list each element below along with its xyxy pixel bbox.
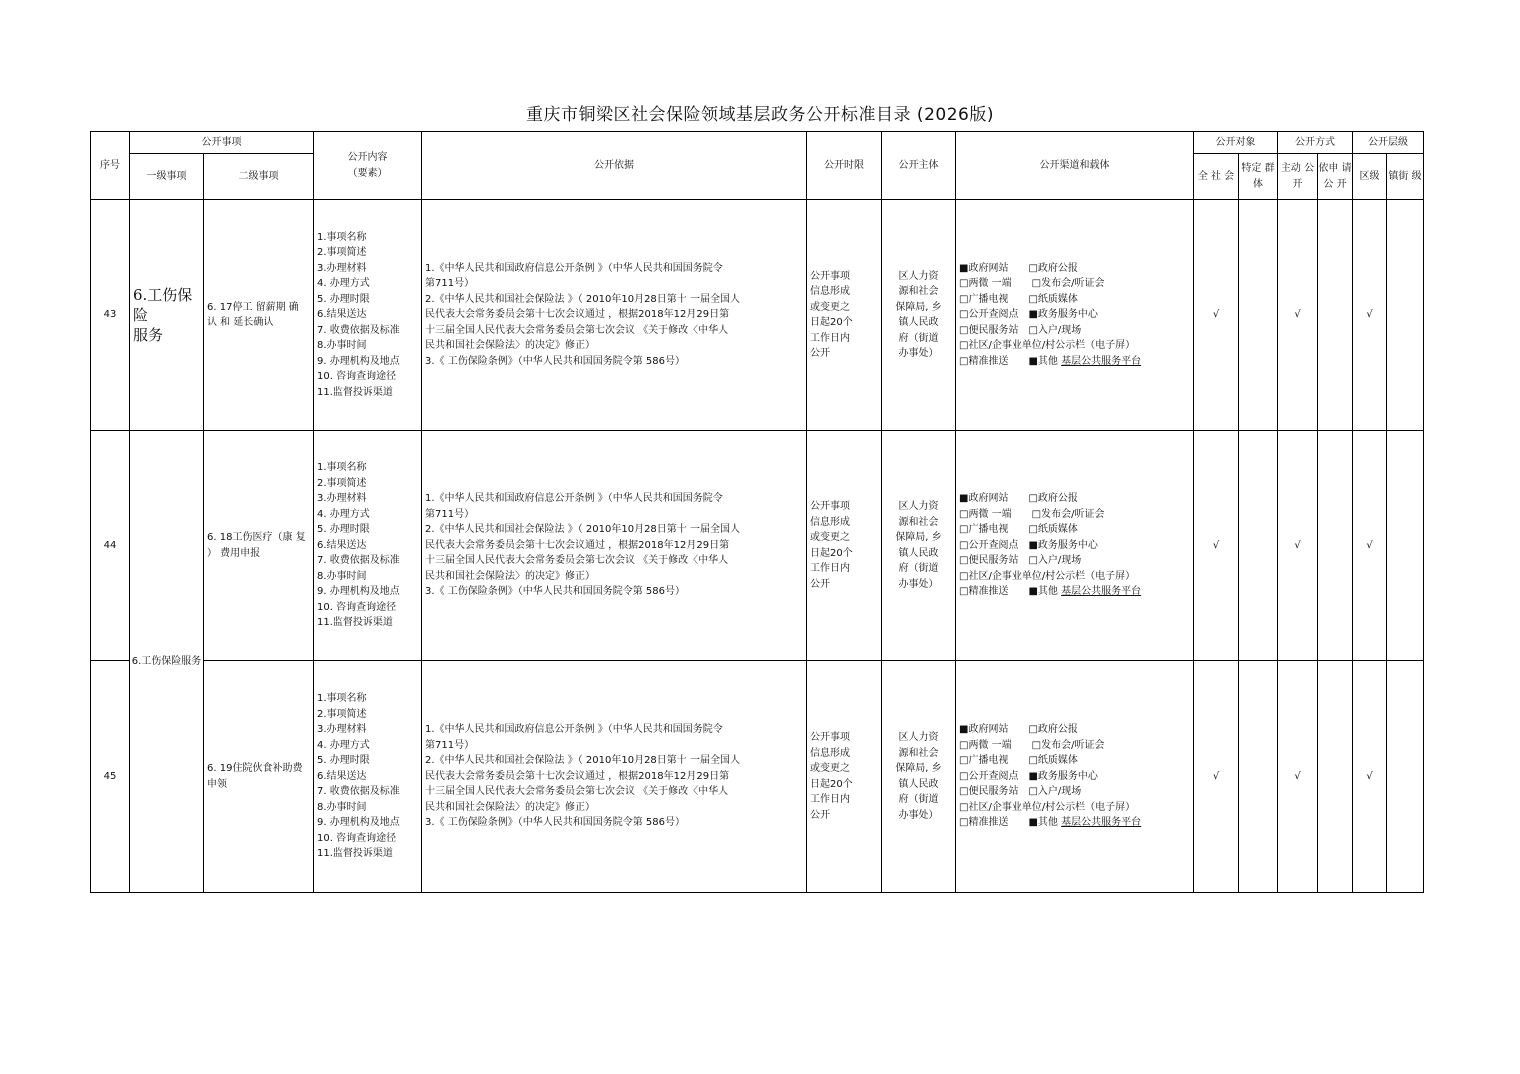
cell-line: 工作日内 (810, 332, 850, 344)
header-seq: 序号 (91, 132, 130, 200)
cell-line: 或变更之 (810, 301, 850, 313)
cell-line: 3.《 工伤保险条例》（中华人民共和国国务院令第 586号） (425, 817, 685, 829)
row-content (314, 431, 422, 661)
cell-line: 公开事项 (810, 732, 850, 743)
cell-line: 日起20个 (810, 778, 853, 790)
cell-line: 源和社会 (898, 747, 939, 759)
row-seq: 43 (91, 200, 130, 431)
cell-line: □公开查阅点 ■政务服务中心 (959, 770, 1098, 782)
cell-line: □两微 一端 □发布会/听证会 (959, 739, 1105, 751)
row-subject (882, 200, 956, 431)
cell-line: 镇人民政 (898, 547, 939, 559)
cell-line: 1.事项名称 (317, 231, 367, 243)
cell-line: 2.事项简述 (317, 477, 367, 489)
check-method-active: √ (1278, 661, 1318, 893)
check-method-active: √ (1278, 200, 1318, 431)
cell-line: □社区/企事业单位/村公示栏（电子屏） (959, 340, 1136, 352)
row-level1-line: 6.工伤保 (133, 286, 193, 304)
cell-line: 公开 (810, 578, 830, 590)
cell-line: 日起20个 (810, 317, 853, 328)
cell-line: 9. 办理机构及地点 (317, 586, 400, 598)
cell-line: □便民服务站 □入户/现场 (959, 324, 1082, 336)
cell-line: 区人力资 (898, 270, 939, 282)
cell-line: 十三届全国人民代表大会常务委员会第七次会议 《关于修改〈中华人 (425, 555, 729, 567)
cell-line: 10. 咨询查询途径 (317, 832, 397, 844)
check-target-all: √ (1194, 661, 1239, 893)
cell-line: 府（街道 (898, 332, 939, 344)
cell-line: 7. 收费依据及标准 (317, 786, 400, 798)
cell-line: 保障局, 乡 (895, 532, 942, 543)
cell-line: 4. 办理方式 (317, 739, 370, 751)
header-content-line1: 公开内容 (347, 152, 388, 163)
row-level2: 6. 17停工 留薪期 确 认 和 延长确认 (204, 200, 314, 431)
cell-line: 信息形成 (810, 747, 850, 759)
cell-line: ■政府网站 □政府公报 (959, 262, 1078, 274)
platform-link-text: 基层公共服务平台 (1061, 586, 1142, 598)
cell-line: 公开事项 (810, 501, 850, 512)
cell-line: 8.办事时间 (317, 801, 367, 813)
cell-line: 1.事项名称 (317, 462, 367, 474)
header-method-active: 主动 公开 (1278, 154, 1318, 200)
cell-line: 5. 办理时限 (317, 755, 370, 767)
check-level-town (1387, 200, 1424, 431)
check-level-district: √ (1353, 431, 1387, 661)
check-method-apply (1318, 661, 1353, 893)
header-level2: 二级事项 (204, 154, 314, 200)
row-channels (956, 661, 1194, 893)
header-level: 公开层级 (1353, 132, 1424, 154)
cell-line: 4. 办理方式 (317, 508, 370, 520)
row-level2: 6. 19住院伙食补助费申领 (204, 661, 314, 893)
cell-line: 源和社会 (898, 286, 939, 297)
check-level-town (1387, 431, 1424, 661)
cell-line: 民代表大会常务委员会第十七次会议通过 ，根据2018年12月29日第 (425, 539, 730, 551)
cell-line: 办事处） (898, 809, 939, 821)
cell-line: 工作日内 (810, 563, 850, 574)
table-row (91, 200, 1424, 431)
cell-line: □广播电视 □纸质媒体 (959, 293, 1078, 305)
cell-line: 办事处） (898, 348, 939, 359)
cell-line: 第711号） (425, 508, 475, 520)
row-basis (422, 431, 807, 661)
row-content (314, 200, 422, 431)
header-target-all: 全 社 会 (1194, 154, 1239, 200)
cell-line: 公开 (810, 809, 830, 821)
cell-line: 7. 收费依据及标准 (317, 324, 400, 336)
check-target-specific (1239, 200, 1278, 431)
header-method-apply: 依申 请公 开 (1318, 154, 1353, 200)
cell-line: □广播电视 □纸质媒体 (959, 524, 1078, 536)
cell-line: 3.办理材料 (317, 262, 367, 274)
check-method-apply (1318, 431, 1353, 661)
cell-line: 第711号） (425, 739, 475, 751)
header-method: 公开方式 (1278, 132, 1353, 154)
header-subject: 公开主体 (882, 132, 956, 200)
row-level1 (130, 200, 204, 431)
cell-line: 9. 办理机构及地点 (317, 817, 400, 829)
cell-line: 或变更之 (810, 763, 850, 774)
header-content-line2: （要素） (347, 167, 388, 179)
cell-line: 9. 办理机构及地点 (317, 355, 400, 367)
table-row (91, 661, 1424, 893)
cell-line: 7. 收费依据及标准 (317, 555, 400, 567)
check-target-all: √ (1194, 200, 1239, 431)
row-level2: 6. 18工伤医疗（康 复 ） 费用申报 (204, 431, 314, 661)
cell-line: 6.结果送达 (317, 770, 367, 782)
row-channels (956, 200, 1194, 431)
row-level1-line: 险 (133, 306, 149, 324)
cell-line: □两微 一端 □发布会/听证会 (959, 508, 1105, 520)
cell-line: □便民服务站 □入户/现场 (959, 786, 1082, 798)
cell-line: □精准推送 ■其他 基层公共服务平台 (959, 586, 1142, 598)
row-seq: 44 (91, 431, 130, 661)
cell-line: □公开查阅点 ■政务服务中心 (959, 309, 1098, 321)
row-level1-merged: 6.工伤保险服务 (130, 431, 204, 893)
cell-line: 2.《中华人民共和国社会保险法 》（ 2010年10月28日第十 一届全国人 (425, 755, 740, 767)
header-target-specific: 特定 群体 (1239, 154, 1278, 200)
cell-line: □精准推送 ■其他 基层公共服务平台 (959, 355, 1142, 367)
row-seq: 45 (91, 661, 130, 893)
cell-line: 办事处） (898, 578, 939, 590)
cell-line: 公开事项 (810, 270, 850, 282)
row-content (314, 661, 422, 893)
cell-line: 1.《中华人民共和国政府信息公开条例 》（中华人民共和国国务院令 (425, 724, 723, 736)
check-method-active: √ (1278, 431, 1318, 661)
cell-line: 十三届全国人民代表大会常务委员会第七次会议 《关于修改〈中华人 (425, 786, 729, 798)
check-method-apply (1318, 200, 1353, 431)
platform-link-text: 基层公共服务平台 (1061, 817, 1142, 829)
cell-line: 民共和国社会保险法〉的决定》修正） (425, 801, 595, 813)
cell-line: □广播电视 □纸质媒体 (959, 755, 1078, 767)
cell-line: □便民服务站 □入户/现场 (959, 555, 1082, 567)
cell-line: 6.结果送达 (317, 539, 367, 551)
cell-line: 民代表大会常务委员会第十七次会议通过 ，根据2018年12月29日第 (425, 309, 730, 321)
row-basis (422, 200, 807, 431)
cell-line: 1.事项名称 (317, 693, 367, 705)
cell-line: 保障局, 乡 (895, 301, 942, 313)
check-level-district: √ (1353, 661, 1387, 893)
row-level1-line: 服务 (133, 326, 164, 344)
cell-line: 11.监督投诉渠道 (317, 617, 393, 629)
check-target-specific (1239, 431, 1278, 661)
catalog-table (90, 131, 1424, 893)
cell-line: 3.《 工伤保险条例》（中华人民共和国国务院令第 586号） (425, 586, 685, 598)
cell-line: 民代表大会常务委员会第十七次会议通过 ，根据2018年12月29日第 (425, 770, 730, 782)
cell-line: 信息形成 (810, 516, 850, 528)
check-target-specific (1239, 661, 1278, 893)
cell-line: 区人力资 (898, 501, 939, 512)
check-target-all: √ (1194, 431, 1239, 661)
row-time-limit (807, 200, 882, 431)
header-time-limit: 公开时限 (807, 132, 882, 200)
cell-line: 保障局, 乡 (895, 763, 942, 774)
cell-line: 1.《中华人民共和国政府信息公开条例 》（中华人民共和国国务院令 (425, 493, 723, 505)
cell-line: 3.办理材料 (317, 724, 367, 736)
cell-line: 民共和国社会保险法〉的决定》修正） (425, 340, 595, 352)
header-channel: 公开渠道和载体 (956, 132, 1194, 200)
cell-line: □精准推送 ■其他 基层公共服务平台 (959, 817, 1142, 829)
cell-line: □社区/企事业单位/村公示栏（电子屏） (959, 570, 1136, 582)
cell-line: 或变更之 (810, 532, 850, 543)
cell-line: 8.办事时间 (317, 570, 367, 582)
cell-line: 11.监督投诉渠道 (317, 848, 393, 860)
cell-line: 5. 办理时限 (317, 293, 370, 305)
header-level-district: 区级 (1353, 154, 1387, 200)
cell-line: 公开 (810, 348, 830, 359)
cell-line: 11.监督投诉渠道 (317, 386, 393, 398)
header-content (314, 132, 422, 200)
cell-line: 3.《 工伤保险条例》（中华人民共和国国务院令第 586号） (425, 355, 685, 367)
row-subject (882, 431, 956, 661)
header-target: 公开对象 (1194, 132, 1278, 154)
cell-line: 日起20个 (810, 547, 853, 559)
check-level-town (1387, 661, 1424, 893)
row-basis (422, 661, 807, 893)
cell-line: ■政府网站 □政府公报 (959, 493, 1078, 505)
cell-line: 第711号） (425, 278, 475, 290)
cell-line: 8.办事时间 (317, 340, 367, 352)
cell-line: 5. 办理时限 (317, 524, 370, 536)
row-time-limit (807, 661, 882, 893)
cell-line: 府（街道 (898, 794, 939, 805)
row-channels (956, 431, 1194, 661)
cell-line: 2.《中华人民共和国社会保险法 》（ 2010年10月28日第十 一届全国人 (425, 293, 740, 305)
cell-line: 信息形成 (810, 286, 850, 297)
cell-line: 镇人民政 (898, 778, 939, 790)
row-time-limit (807, 431, 882, 661)
table-row (91, 431, 1424, 661)
cell-line: 2.事项简述 (317, 247, 367, 259)
check-level-district: √ (1353, 200, 1387, 431)
cell-line: □公开查阅点 ■政务服务中心 (959, 539, 1098, 551)
cell-line: 4. 办理方式 (317, 278, 370, 290)
page-title: 重庆市铜梁区社会保险领域基层政务公开标准目录 (2026版) (526, 105, 994, 125)
cell-line: 2.《中华人民共和国社会保险法 》（ 2010年10月28日第十 一届全国人 (425, 524, 740, 536)
cell-line: ■政府网站 □政府公报 (959, 724, 1078, 736)
cell-line: 1.《中华人民共和国政府信息公开条例 》（中华人民共和国国务院令 (425, 262, 723, 274)
cell-line: 源和社会 (898, 516, 939, 528)
cell-line: 10. 咨询查询途径 (317, 371, 397, 383)
cell-line: 府（街道 (898, 563, 939, 574)
cell-line: 民共和国社会保险法〉的决定》修正） (425, 570, 595, 582)
cell-line: 10. 咨询查询途径 (317, 601, 397, 613)
cell-line: 6.结果送达 (317, 309, 367, 321)
cell-line: 工作日内 (810, 794, 850, 805)
cell-line: 十三届全国人民代表大会常务委员会第七次会议 《关于修改〈中华人 (425, 324, 729, 336)
cell-line: 区人力资 (898, 732, 939, 743)
header-level1: 一级事项 (130, 154, 204, 200)
cell-line: □社区/企事业单位/村公示栏（电子屏） (959, 801, 1136, 813)
row-subject (882, 661, 956, 893)
cell-line: 3.办理材料 (317, 493, 367, 505)
header-level-town: 镇街 级 (1387, 154, 1424, 200)
cell-line: □两微 一端 □发布会/听证会 (959, 278, 1105, 290)
header-basis: 公开依据 (422, 132, 807, 200)
header-gongkai-shixiang: 公开事项 (130, 132, 314, 154)
cell-line: 镇人民政 (898, 317, 939, 328)
cell-line: 2.事项简述 (317, 708, 367, 720)
platform-link-text: 基层公共服务平台 (1061, 355, 1142, 367)
